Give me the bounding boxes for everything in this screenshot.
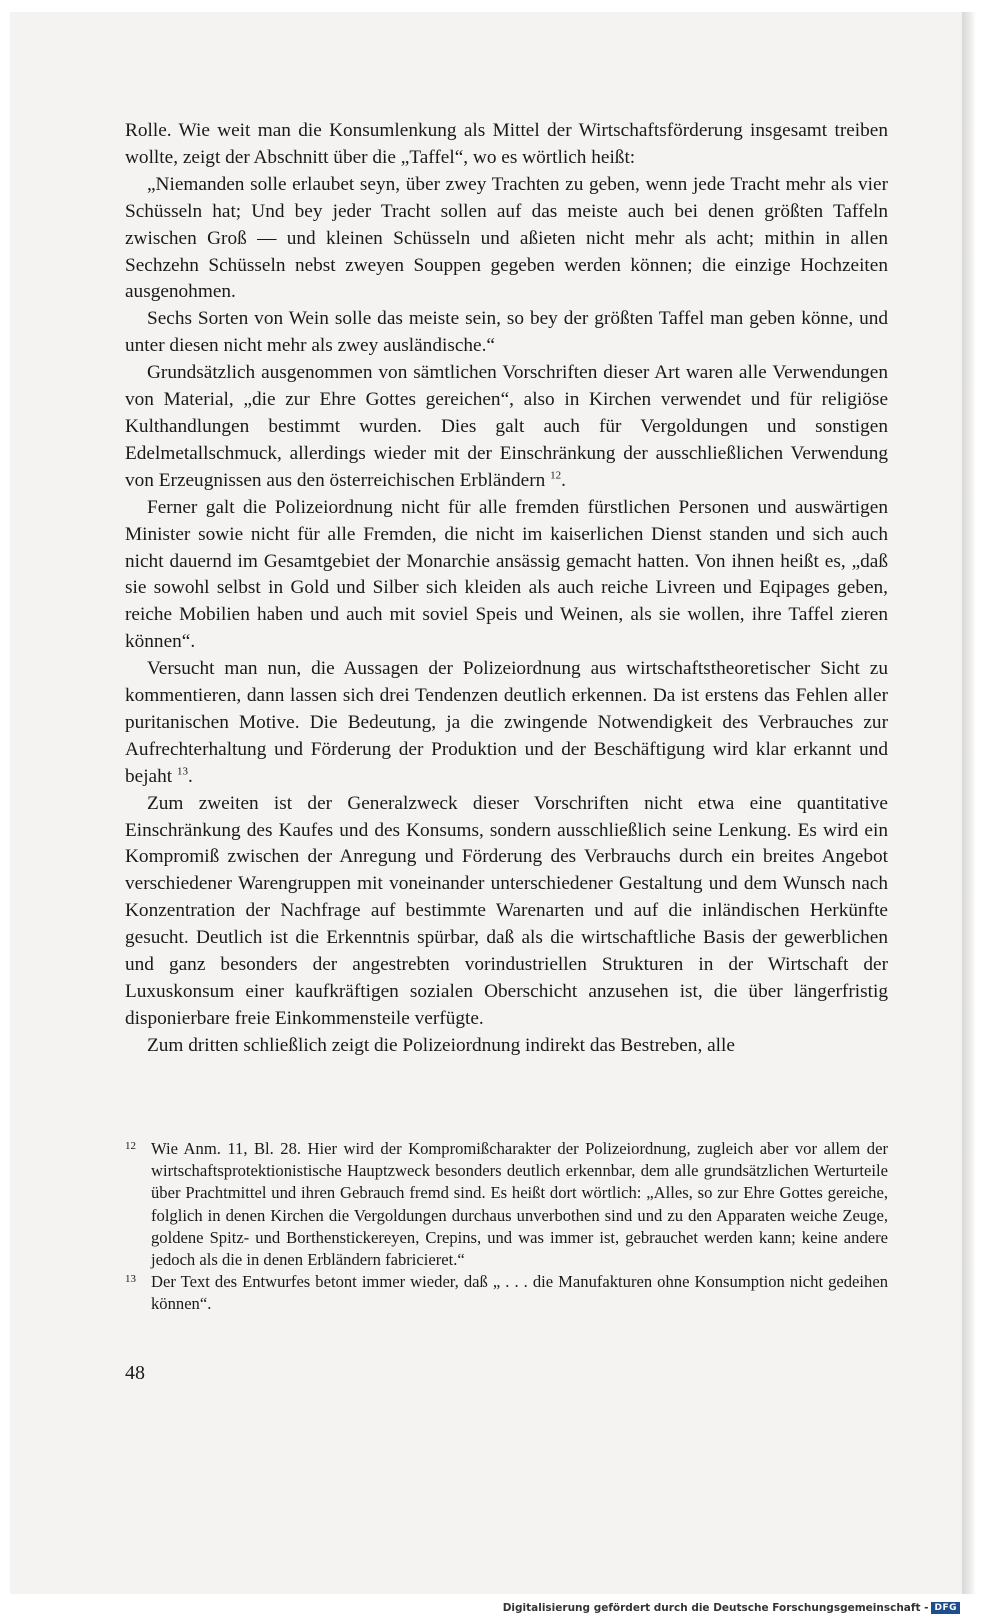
footnote-number: 12: [125, 1140, 136, 1152]
paragraph-versucht: [125, 656, 888, 791]
footnote-number: 13: [125, 1273, 136, 1286]
paragraph-1: Rolle. Wie weit man die Konsumlenkung als Mittel der Wirtschaftsförderung insgesamt treiben wollte, zeigt der Abschnitt über die „Taffel“, wo es wörtlich heißt:: [125, 120, 888, 168]
page-number: 48: [125, 1362, 145, 1384]
digitization-credit: [503, 1602, 960, 1614]
paragraph-grundsaetzlich: [125, 360, 888, 495]
footnote-12: [125, 1138, 888, 1271]
credit-text: Digitalisierung gefördert durch die Deutsche Forschungsgemeinschaft -: [502, 1602, 929, 1614]
quote-paragraph-1: „Niemanden solle erlaubet seyn, über zwey Trachten zu geben, wenn jede Tracht mehr als vier Schüsseln hat; Und bey jeder Tracht sollen auf das meiste auch bei denen größten Taffeln zwischen Groß — und kleinen Schüsseln und aßieten nicht mehr als acht; mithin in allen Sechzehn Schüsseln nebst zweyen Souppen gegeben werden können; die einzige Hochzeiten ausgenohmen.: [125, 173, 888, 303]
footnote-ref-12[interactable]: 12: [550, 469, 562, 482]
paragraph-ferner: Ferner galt die Polizeiordnung nicht für alle fremden fürstlichen Personen und auswärtigen Minister sowie nicht für alle Fremden, die nicht im kaiserlichen Dienst standen und sich auch nicht dauernd im Gesamtgebiet der Monarchie ansässig gemacht hatten. Von ihnen heißt es, „daß sie sowohl selbst in Gold und Silber sich kleiden als auch reiche Livreen und Eqipages geben, reiche Mobilien haben und auch mit soviel Speis und Weinen, als sie wollen, ihre Taffel zieren können“.: [125, 496, 888, 653]
paragraph-zum-zweiten: Zum zweiten ist der Generalzweck dieser Vorschriften nicht etwa eine quantitative Einschränkung des Kaufes und des Konsums, sondern ausschließlich seine Lenkung. Es wird ein Kompromiß zwischen der Anregung und Förderung des Verbrauchs durch ein breites Angebot verschiedener Warengruppen mit voneinander unterschiedener Gestaltung und dem Wunsch nach Konzentration der Nachfrage auf bestimmte Warenarten und auf die inländischen Herkünfte gesucht. Deutlich ist die Erkenntnis spürbar, daß als die wirtschaftliche Basis der gewerblichen und ganz besonders der angestrebten vorindustriellen Strukturen in der Wirtschaft der Luxuskonsum einer kaufkräftigen sozialen Oberschicht anzusehen ist, die über längerfristig disponierbare freie Einkommensteile verfügte.: [125, 792, 888, 1029]
page-edge-shadow: [962, 12, 976, 1594]
quote-paragraph-2: Sechs Sorten von Wein solle das meiste sein, so bey der größten Taffel man geben könne, und unter diesen nicht mehr als zwey ausländische.“: [125, 308, 888, 357]
footnotes: [125, 1138, 888, 1316]
paragraph-end: .: [187, 765, 193, 787]
paragraph-text: Versucht man nun, die Aussagen der Polizeiordnung aus wirtschaftstheoretischer Sicht zu kommentieren, dann lassen sich drei Tendenzen deutlich erkennen. Da ist erstens das Fehlen aller puritanischen Motive. Die Bedeutung, ja die zwingende Notwendigkeit des Verbrauches zur Aufrechterhaltung und Förderung der Produktion und der Beschäftigung wird klar erkannt und bejaht: [125, 658, 888, 787]
footnote-text: Der Text des Entwurfes betont immer wieder, daß „ . . . die Manufakturen ohne Konsumption nicht gedeihen können“.: [151, 1272, 888, 1314]
main-text: [125, 118, 888, 1060]
paragraph-text: Grundsätzlich ausgenommen von sämtlichen Vorschriften dieser Art waren alle Verwendungen von Material, „die zur Ehre Gottes gereichen“, also in Kirchen verwendet und für religiöse Kulthandlungen bestimmt wurden. Dies galt auch für Vergoldungen und sonstigen Edelmetallschmuck, allerdings wieder mit der Einschränkung der ausschließlichen Verwendung von Erzeugnissen aus den österreichischen Erbländern: [125, 362, 888, 491]
footnote-text: Wie Anm. 11, Bl. 28. Hier wird der Kompromißcharakter der Polizeiordnung, zugleich aber vor allem der wirtschaftsprotektionistische Hauptzweck besonders deutlich erkennbar, dem alle grundsätzlichen Werturteile über Prachtmittel und ihren Gebrauch fremd sind. Es heißt dort wörtlich: „Alles, so zur Ehre Gottes gereiche, folglich in denen Kirchen die Vergoldungen durchaus unverbothen sind und zu den Apparaten weiche Zeuge, goldene Spitz- und Borthenstickereyen, Crepins, und was immer ist, gebrauchet werden kann; keine andere jedoch als die in denen Erbländern fabricieret.“: [151, 1139, 888, 1270]
paragraph-end: .: [561, 469, 566, 491]
dfg-logo: DFG: [931, 1602, 960, 1614]
footnote-13: [125, 1271, 888, 1315]
footnote-ref-13[interactable]: 13: [176, 765, 188, 778]
paragraph-zum-dritten: Zum dritten schließlich zeigt die Polizeiordnung indirekt das Bestreben, alle: [147, 1034, 735, 1056]
